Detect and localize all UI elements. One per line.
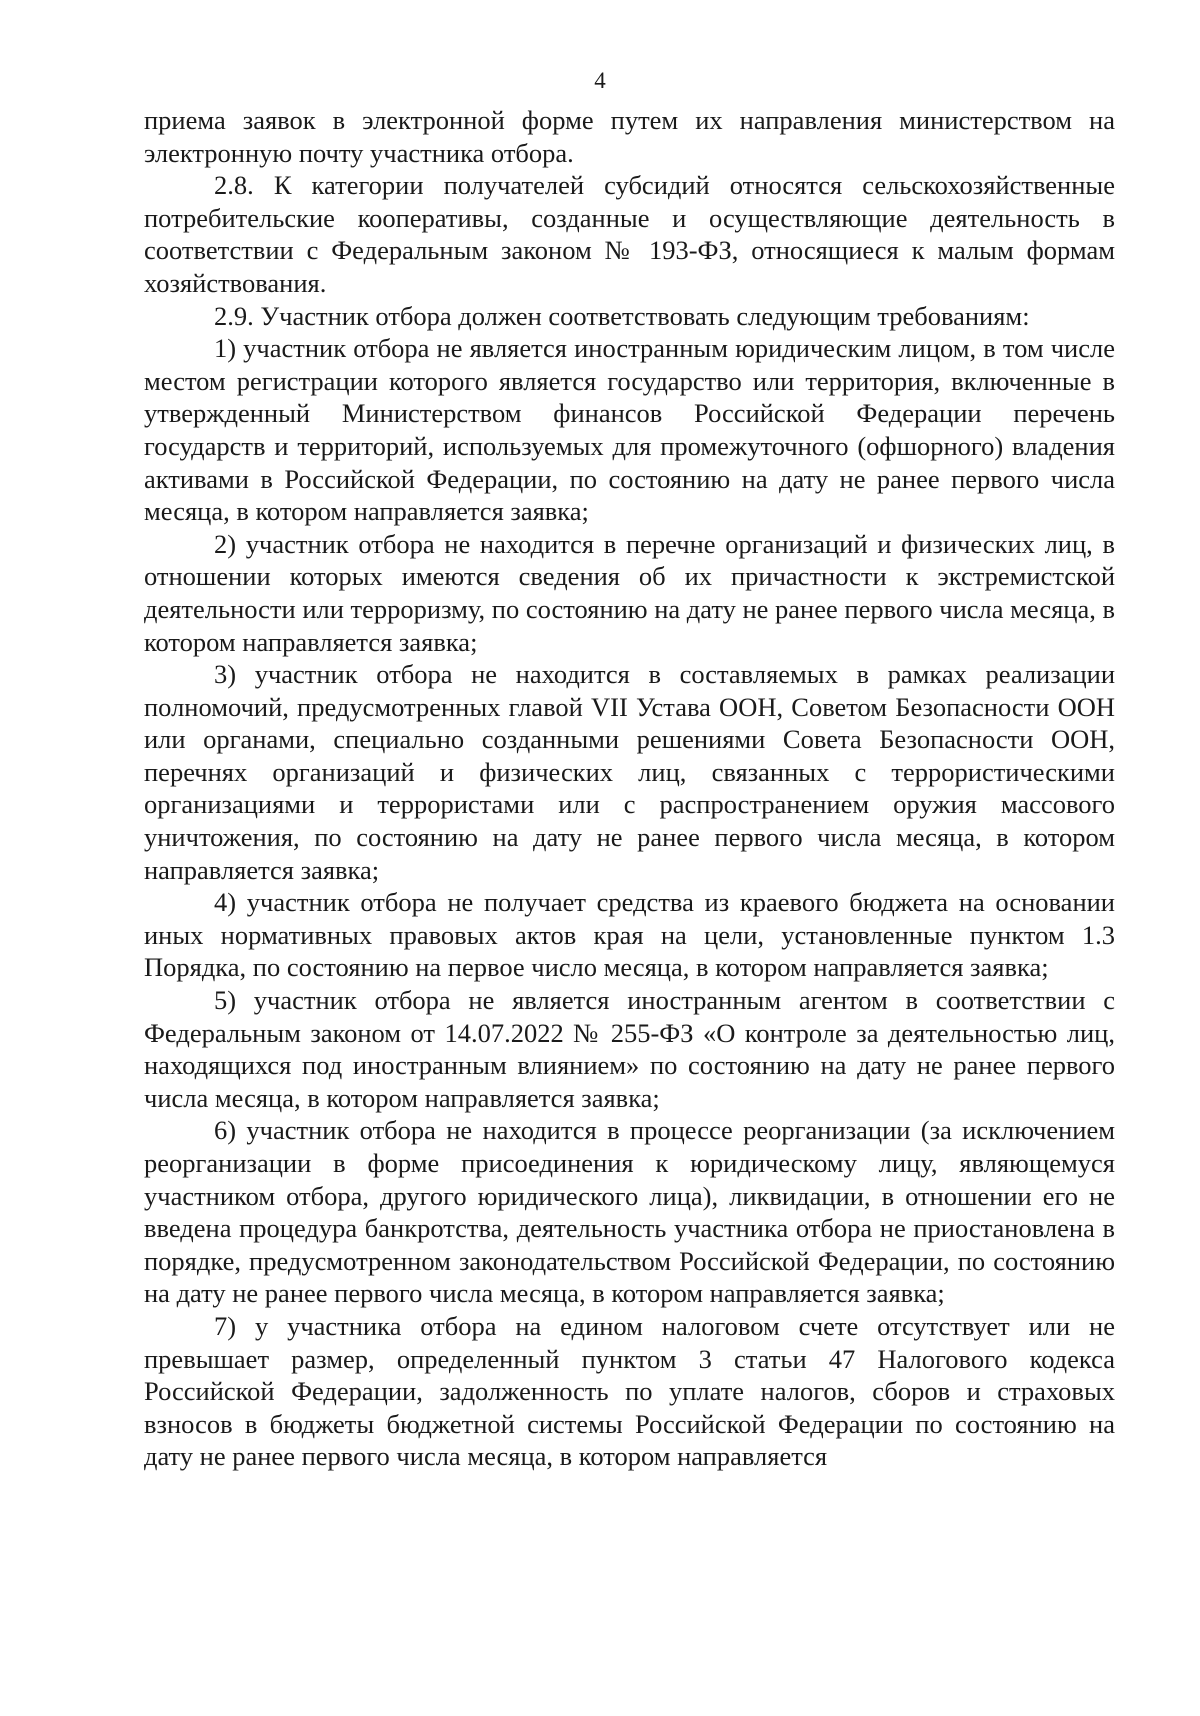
requirement-item-3: 3) участник отбора не находится в составляемых в рамках реализации полномочий, предусмотренных главой VII Устава ООН, Советом Безопасности ООН или органами, специально созданными решениями Совета Безопасности ООН, перечнях организаций и физических лиц, связанных с террористическими организациями и террористами или с распространением оружия массового уничтожения, по состоянию на дату не ранее первого числа месяца, в котором направляется заявка; — [144, 659, 1115, 885]
requirement-item-6: 6) участник отбора не находится в процессе реорганизации (за исключением реорганизации в форме присоединения к юридическому лицу, являющемуся участником отбора, другого юридического лица), ликвидации, в отношении его не введена процедура банкротства, деятельность участника отбора не приостановлена в порядке, предусмотренном законодательством Российской Федерации, по состоянию на дату не ранее первого числа месяца, в котором направляется заявка; — [144, 1115, 1115, 1309]
requirement-item-5: 5) участник отбора не является иностранным агентом в соответствии с Федеральным законом от 14.07.2022 № 255-ФЗ «О контроле за деятельностью лиц, находящихся под иностранным влиянием» по состоянию на дату не ранее первого числа месяца, в котором направляется заявка; — [144, 985, 1115, 1113]
paragraph-2-8: 2.8. К категории получателей субсидий относятся сельскохозяйственные потребительские кооперативы, созданные и осуществляющие деятельность в соответствии с Федеральным законом № 193-ФЗ, относящиеся к малым формам хозяйствования. — [144, 170, 1115, 298]
requirement-item-2: 2) участник отбора не находится в перечне организаций и физических лиц, в отношении которых имеются сведения об их причастности к экстремистской деятельности или терроризму, по состоянию на дату не ранее первого числа месяца, в котором направляется заявка; — [144, 528, 1115, 657]
requirement-item-4: 4) участник отбора не получает средства из краевого бюджета на основании иных нормативных правовых актов края на цели, установленные пунктом 1.3 Порядка, по состоянию на первое число месяца, в котором направляется заявка; — [144, 887, 1115, 983]
document-body — [144, 104, 1115, 1473]
paragraph-continuation: приема заявок в электронной форме путем их направления министерством на электронную почту участника отбора. — [144, 105, 1115, 168]
page-number: 4 — [594, 68, 606, 93]
paragraph-2-9: 2.9. Участник отбора должен соответствовать следующим требованиям: — [214, 300, 1030, 331]
requirement-item-1: 1) участник отбора не является иностранным юридическим лицом, в том числе местом регистрации которого является государство или территория, включенные в утвержденный Министерством финансов Российской Федерации перечень государств и территорий, используемых для промежуточного (офшорного) владения активами в Российской Федерации, по состоянию на дату не ранее первого числа месяца, в котором направляется заявка; — [144, 333, 1115, 527]
requirement-item-7: 7) у участника отбора на едином налоговом счете отсутствует или не превышает размер, определенный пунктом 3 статьи 47 Налогового кодекса Российской Федерации, задолженность по уплате налогов, сборов и страховых взносов в бюджеты бюджетной системы Российской Федерации по состоянию на дату не ранее первого числа месяца, в котором направляется — [144, 1310, 1115, 1472]
